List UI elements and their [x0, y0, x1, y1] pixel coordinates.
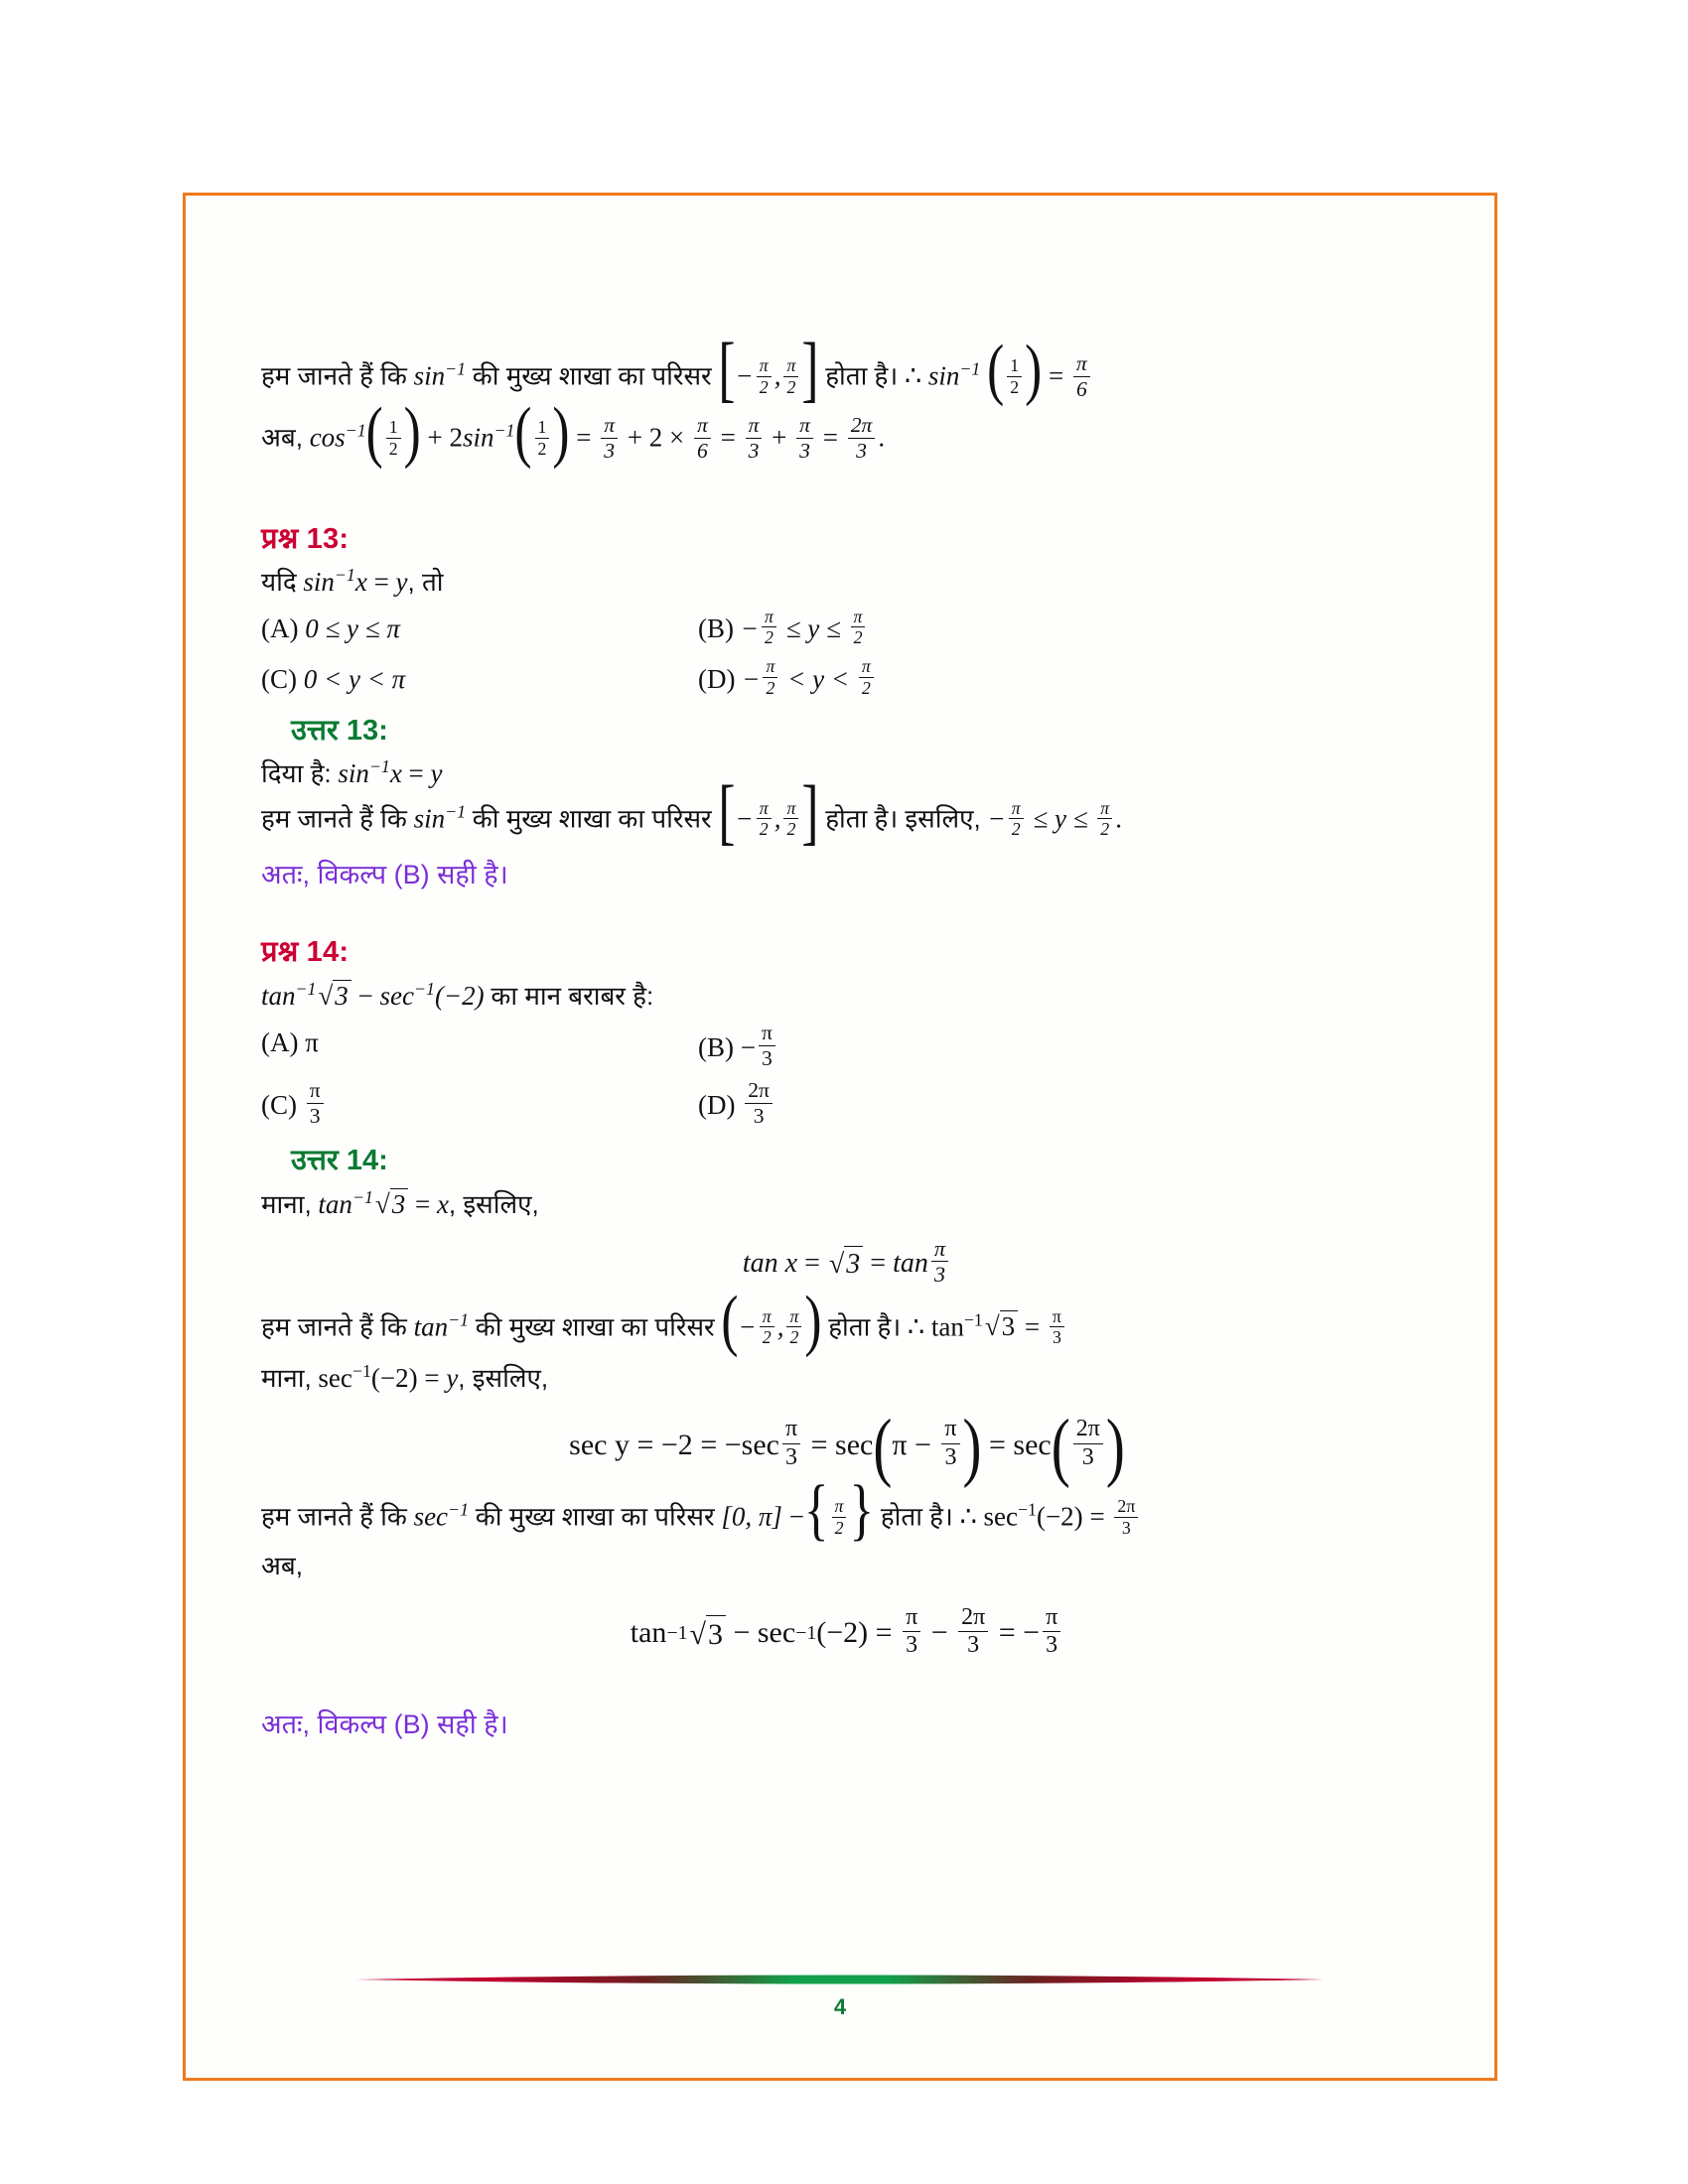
page-content — [261, 329, 1433, 1741]
intro-line-1: हम जानते हैं कि $\sin^{-1}$ की मुख्य शाखा का परिसर [− $\frac{\pi}{2}$ , $\frac{\pi}{2}$ ] होता है। ∴ $\sin^{-1}$ ( $\frac{1}{2}$ ) = $\frac{\pi}{6}$ — [261, 354, 1433, 402]
q13-option-d-den2: 2 — [861, 677, 871, 698]
intro-r1-den: 3 — [604, 439, 616, 464]
q14-option-a[interactable] — [261, 1024, 698, 1063]
interval-a-num: π — [757, 356, 772, 377]
a13-range-b-num: π — [783, 799, 798, 820]
intro-equals: = — [1048, 360, 1064, 391]
q14-option-b-sign: − — [740, 1031, 756, 1062]
q14-option-d[interactable] — [698, 1078, 1135, 1129]
answer-14-let1 — [261, 1188, 1433, 1218]
a14-range1-res-rad: 3 — [1000, 1310, 1019, 1340]
a14-range1-b-den: 2 — [789, 1327, 799, 1348]
q13-option-a-text: 0 ≤ y ≤ π — [305, 614, 400, 644]
intro-r4-den: 3 — [799, 439, 810, 464]
a13-concl-den1: 2 — [1011, 819, 1021, 840]
answer-14-heading: उत्तर 14: — [291, 1144, 388, 1176]
answer-13-given — [261, 755, 1433, 788]
a13-concl-sign: − — [987, 802, 1006, 833]
a14-final-e1: −1 — [666, 1621, 688, 1644]
q13-stem-prefix: यदि — [261, 566, 297, 597]
a14-eq2-f3: sec — [1013, 1429, 1052, 1461]
interval-a-sign: − — [735, 360, 754, 391]
sqrt-icon: √3 — [687, 1615, 725, 1652]
a14-final-arg: (−2) — [816, 1616, 869, 1650]
q13-option-d-num1: π — [763, 657, 777, 678]
q14-option-b-den: 3 — [762, 1045, 773, 1070]
a13-range-a-den: 2 — [759, 819, 769, 840]
a14-range2-res-eq: = — [1089, 1501, 1105, 1532]
q14-options-row-1 — [261, 1020, 1433, 1071]
intro-term2-den: 2 — [537, 439, 547, 460]
intro-eq3: = — [822, 422, 838, 453]
intro-plus2: + — [627, 422, 643, 453]
a13-given-func: sin — [338, 757, 369, 788]
intro-coef: 2 — [449, 422, 463, 453]
a14-range1-a-den: 2 — [762, 1327, 772, 1348]
a13-given-y: y — [430, 757, 443, 788]
a14-range1-res-func: tan — [930, 1311, 964, 1341]
a14-eq1-rad: 3 — [844, 1246, 863, 1281]
answer-14-now-label — [261, 1553, 1433, 1579]
q13-option-b-sign: − — [740, 614, 759, 644]
q13-option-d-label: (D) — [698, 663, 736, 694]
a14-range1-b-num: π — [786, 1307, 801, 1328]
a14-eq2-eq2: = — [700, 1429, 718, 1461]
a14-eq2-n1: π — [782, 1417, 800, 1443]
a14-now-label: अब, — [261, 1551, 303, 1581]
therefore-symbol: ∴ — [959, 1501, 977, 1532]
a14-range2-res-den: 3 — [1121, 1517, 1131, 1538]
a14-final-n1: π — [903, 1605, 920, 1632]
intro-line-2: अब, $\cos^{-1}$( $\frac{1}{2}$ ) + $2\sin^{-1}$( $\frac{1}{2}$ ) = $\frac{\pi}{3}$ + 2 × $\frac{\pi}{6}$ = $\frac{\pi}{3}$ + $\frac{\pi}{3}$ = $\frac{2\pi}{3}$ . — [261, 393, 886, 471]
intro-r5-den: 3 — [856, 439, 867, 464]
sqrt-icon: √3 — [316, 980, 351, 1010]
intro-eq2: = — [720, 422, 736, 453]
spacer — [261, 891, 1433, 931]
q14-stem-suffix: का मान बराबर है: — [491, 980, 654, 1011]
question-13-stem — [261, 564, 1433, 597]
answer-14-range-tan: हम जानते हैं कि $\tan^{-1}$ की मुख्य शाखा का परिसर (− $\frac{\pi}{2}$ , $\frac{\pi}{2}$ ) होता है। ∴ $\tan^{-1}√3$ = $\frac{\pi}{3}$ — [261, 1309, 1433, 1349]
q14-option-b[interactable] — [698, 1020, 1135, 1071]
q13-option-b-den2: 2 — [853, 627, 863, 648]
q13-stem-var: x — [354, 566, 367, 597]
a14-let1-var: x — [436, 1188, 449, 1219]
intro-result-arg-den: 2 — [1010, 376, 1020, 397]
a14-final-minus: − — [733, 1616, 751, 1650]
a14-range1-comma: , — [776, 1311, 784, 1341]
a13-range-suffix: होता है। इसलिए, — [825, 802, 981, 833]
a14-final-d3: 3 — [1046, 1631, 1058, 1658]
q13-option-b-mid: ≤ y ≤ — [785, 614, 841, 644]
a14-let1-eq: = — [414, 1188, 431, 1219]
a13-range-exp: −1 — [445, 800, 467, 821]
q13-stem-exp: −1 — [334, 564, 355, 585]
q13-option-b-label: (B) — [698, 614, 734, 644]
a14-eq1-func: tan — [893, 1247, 928, 1279]
a14-eq1-eq1: = — [804, 1247, 820, 1279]
a14-final-d2: 3 — [967, 1631, 980, 1658]
a14-range2-res-func: sec — [983, 1501, 1019, 1532]
a13-concl-num2: π — [1097, 799, 1112, 820]
q14-stem-arg: (−2) — [434, 980, 485, 1011]
a14-range1-res-num: π — [1050, 1307, 1064, 1328]
q14-stem-e2: −1 — [414, 978, 435, 999]
a13-concl-den2: 2 — [1100, 819, 1110, 840]
spacer — [261, 478, 1433, 518]
intro-times: × — [669, 422, 685, 453]
a14-eq2-f2: sec — [835, 1429, 874, 1461]
a14-let1-suffix: , इसलिए, — [448, 1188, 539, 1219]
a14-let2-func: sec — [318, 1363, 352, 1393]
intro-term1-num: 1 — [386, 418, 401, 439]
q13-options-row-2 — [261, 656, 1433, 699]
a14-let1-func: tan — [318, 1188, 352, 1219]
q14-stem-e1: −1 — [295, 978, 317, 999]
q13-option-a[interactable] — [261, 610, 698, 649]
intro-eq1: = — [576, 422, 592, 453]
a13-range-b-den: 2 — [786, 819, 796, 840]
a14-let2-var: y — [446, 1363, 459, 1393]
a14-let2-suffix: , इसलिए, — [458, 1363, 549, 1393]
intro-line-1-exp: −1 — [445, 358, 467, 379]
intro-line-1-prefix: हम जानते हैं कि — [261, 360, 407, 391]
a14-range1-res-eq: = — [1024, 1311, 1041, 1341]
q13-stem-suffix: , तो — [407, 566, 444, 597]
a14-eq2-d1: 3 — [785, 1443, 798, 1470]
intro-r2-num: π — [694, 414, 711, 439]
a14-range2-minus: − — [788, 1501, 804, 1532]
a14-range2-res-exp: −1 — [1018, 1499, 1037, 1520]
q14-option-c-num: π — [307, 1079, 324, 1104]
a14-eq2-neg: − — [724, 1429, 742, 1461]
q13-options-row-1 — [261, 606, 1433, 649]
intro-period: . — [878, 422, 886, 453]
page-footer — [186, 1971, 1494, 2020]
a13-range-comma: , — [774, 802, 781, 833]
a14-final-r1: 3 — [706, 1615, 726, 1652]
question-14-stem — [261, 980, 1433, 1010]
intro-term2-func: sin — [462, 422, 494, 453]
interval-comma: , — [774, 360, 781, 391]
a13-range-a-num: π — [757, 799, 772, 820]
a14-final-eq1: = — [875, 1616, 893, 1650]
a13-given-eq: = — [408, 757, 424, 788]
a14-final-n3: π — [1043, 1605, 1060, 1632]
a14-final-sub: − — [930, 1616, 948, 1650]
a13-given-exp: −1 — [368, 755, 390, 776]
intro-two: 2 — [648, 422, 663, 453]
q14-option-d-num: 2π — [745, 1079, 773, 1104]
a14-range2-interval: [0, π] — [721, 1501, 782, 1532]
question-14-heading: प्रश्न 14: — [261, 935, 350, 968]
a14-range1-a-sign: − — [738, 1311, 757, 1341]
a13-concl-period: . — [1115, 802, 1122, 833]
a14-final-eq2: = — [998, 1616, 1016, 1650]
page-number: 4 — [833, 1994, 847, 2019]
a14-range2-set-num: π — [832, 1497, 847, 1518]
q13-option-d-mid: < y < — [787, 663, 850, 694]
therefore-symbol: ∴ — [907, 1311, 925, 1341]
intro-r3-den: 3 — [748, 439, 760, 464]
a14-range1-exp: −1 — [448, 1309, 470, 1329]
a14-eq1-den: 3 — [933, 1262, 946, 1288]
a14-eq2-f1: sec — [741, 1429, 779, 1461]
a14-range1-a-num: π — [760, 1307, 774, 1328]
a13-range-prefix: हम जानते हैं कि — [261, 802, 407, 833]
intro-term2-exp: −1 — [493, 420, 515, 441]
a14-eq2-eq1: = — [636, 1429, 654, 1461]
a14-range2-prefix: हम जानते हैं कि — [261, 1501, 407, 1532]
intro-result-arg-num: 1 — [1007, 356, 1022, 377]
intro-r2-den: 6 — [697, 439, 708, 464]
a14-eq2-eq3: = — [810, 1429, 828, 1461]
q14-option-d-den: 3 — [753, 1103, 765, 1128]
intro-r4-num: π — [796, 414, 813, 439]
q13-option-d[interactable] — [698, 656, 1135, 699]
intro-term2-num: 1 — [535, 418, 550, 439]
a14-eq2-lhs: sec y — [569, 1429, 630, 1461]
q14-option-a-text: π — [305, 1027, 319, 1058]
q14-option-c-den: 3 — [309, 1103, 321, 1128]
a13-concl-mid: ≤ y ≤ — [1033, 802, 1088, 833]
a14-range1-middle: की मुख्य शाखा का परिसर — [475, 1311, 715, 1341]
a14-range2-exp: −1 — [448, 1499, 469, 1520]
intro-line-1-suffix: होता है। — [825, 360, 899, 391]
answer-13-range: हम जानते हैं कि $\sin^{-1}$ की मुख्य शाखा का परिसर [− $\frac{\pi}{2}$ , $\frac{\pi}{2}$ ] होता है। इसलिए, − $\frac{\pi}{2}$ ≤ y ≤ $\frac{\pi}{2}$ . — [261, 770, 1122, 854]
question-13-heading: प्रश्न 13: — [261, 522, 350, 555]
a14-final-e2: −1 — [795, 1621, 817, 1644]
q13-stem-y: y — [395, 566, 408, 597]
intro-r1-num: π — [601, 414, 618, 439]
therefore-symbol: ∴ — [904, 360, 922, 391]
q14-stem-f2: sec — [379, 980, 414, 1011]
q14-stem-minus: − — [357, 980, 373, 1011]
interval-b-den: 2 — [786, 376, 796, 397]
a14-final-f2: sec — [757, 1616, 796, 1650]
q13-option-d-sign: − — [742, 663, 761, 694]
intro-r5-num: 2π — [848, 414, 876, 439]
intro-term1-den: 2 — [388, 439, 398, 460]
a14-range1-func: tan — [413, 1311, 449, 1341]
intro-result-den: 6 — [1075, 376, 1087, 401]
answer-13-conclusion: अतः, विकल्प (B) सही है। — [261, 859, 508, 889]
a14-eq2-inner-minus: − — [914, 1429, 931, 1461]
a14-let1-prefix: माना, — [261, 1188, 312, 1219]
answer-14-final-equation — [261, 1605, 1433, 1661]
sqrt-icon: √3 — [983, 1310, 1018, 1340]
a14-final-sign: − — [1023, 1616, 1041, 1650]
a14-let1-rad: 3 — [390, 1188, 409, 1218]
a14-range2-suffix: होता है। — [880, 1501, 953, 1532]
a14-let2-arg: (−2) — [370, 1363, 418, 1393]
intro-line-2-lead: अब, — [261, 422, 303, 453]
q13-stem-eq: = — [373, 566, 389, 597]
a14-range2-res-arg: (−2) — [1036, 1501, 1083, 1532]
a14-final-f1: tan — [630, 1616, 667, 1650]
q13-option-d-den1: 2 — [766, 677, 775, 698]
a14-range2-set-den: 2 — [834, 1517, 844, 1538]
intro-line-1-func: sin — [413, 360, 446, 391]
a14-eq2-n2: π — [941, 1417, 959, 1443]
answer-13-heading: उत्तर 13: — [291, 714, 388, 747]
a14-eq2-v1: −2 — [660, 1429, 693, 1461]
sqrt-icon: √3 — [373, 1188, 408, 1218]
q13-option-c-label: (C) — [261, 663, 297, 694]
q14-option-c[interactable] — [261, 1078, 698, 1129]
a14-let2-eq: = — [424, 1363, 440, 1393]
a14-eq1-lhs: tan x — [742, 1247, 798, 1279]
q13-option-c-text: 0 < y < π — [303, 663, 406, 694]
q14-option-b-num: π — [759, 1022, 775, 1046]
sqrt-icon: √3 — [827, 1246, 863, 1281]
a13-range-a-sign: − — [735, 802, 754, 833]
spacer — [261, 1687, 1433, 1703]
document-page — [183, 193, 1497, 2081]
interval-b-num: π — [783, 356, 798, 377]
a14-eq2-n3: 2π — [1073, 1417, 1103, 1443]
q13-option-a-label: (A) — [261, 614, 299, 644]
footer-divider — [186, 1971, 1494, 1988]
decorative-lens-divider — [353, 1971, 1327, 1988]
a14-range1-suffix: होता है। — [828, 1311, 902, 1341]
q14-stem-r1: 3 — [333, 980, 352, 1010]
q13-option-c[interactable] — [261, 659, 698, 699]
answer-14-range-sec: हम जानते हैं कि $\sec^{-1}$ की मुख्य शाखा का परिसर [0, π] −{ $\frac{\pi}{2}$ } होता है। ∴ $\sec^{-1}(-2)$ = $\frac{2\pi}{3}$ — [261, 1499, 1433, 1539]
q14-option-b-label: (B) — [698, 1031, 734, 1062]
q14-option-a-label: (A) — [261, 1027, 299, 1058]
intro-line-1-middle: की मुख्य शाखा का परिसर — [472, 360, 712, 391]
a14-range1-res-exp: −1 — [963, 1309, 983, 1329]
q13-option-b-num1: π — [762, 608, 776, 628]
interval-a-den: 2 — [759, 376, 769, 397]
q13-stem-func: sin — [303, 566, 335, 597]
q13-option-d-num2: π — [859, 657, 874, 678]
intro-result-func: sin — [927, 360, 960, 391]
a14-final-d1: 3 — [906, 1631, 918, 1658]
q14-option-c-label: (C) — [261, 1089, 297, 1120]
answer-14-let2 — [261, 1363, 1433, 1392]
a13-given-label: दिया है: — [261, 757, 332, 788]
a14-range2-func: sec — [413, 1501, 449, 1532]
intro-r3-num: π — [746, 414, 763, 439]
a13-range-func: sin — [413, 802, 446, 833]
a14-range1-prefix: हम जानते हैं कि — [261, 1311, 407, 1341]
a14-eq1-eq2: = — [870, 1247, 887, 1279]
answer-14-conclusion: अतः, विकल्प (B) सही है। — [261, 1709, 508, 1740]
a14-range2-middle: की मुख्य शाखा का परिसर — [475, 1501, 715, 1532]
q13-option-b-num2: π — [851, 608, 866, 628]
intro-result-num: π — [1073, 352, 1090, 377]
a14-range2-res-num: 2π — [1114, 1497, 1138, 1518]
a13-given-var: x — [389, 757, 402, 788]
a14-let2-exp: −1 — [352, 1361, 371, 1381]
a13-range-middle: की मुख्य शाखा का परिसर — [472, 802, 712, 833]
a13-concl-num1: π — [1009, 799, 1024, 820]
a14-eq2-inner-pi: π — [892, 1429, 908, 1461]
a14-eq2-d3: 3 — [1081, 1443, 1094, 1470]
q14-stem-f1: tan — [261, 980, 296, 1011]
intro-plus3: + — [772, 422, 787, 453]
a14-final-n2: 2π — [958, 1605, 988, 1632]
intro-result-exp: −1 — [959, 358, 981, 379]
q13-option-b[interactable] — [698, 606, 1135, 649]
q14-options-row-2 — [261, 1078, 1433, 1129]
intro-term1-func: cos — [309, 422, 346, 453]
answer-14-equation-1 — [261, 1236, 1433, 1292]
answer-14-equation-2: sec y = −2 = − sec $\frac{\pi}{3}$ = sec ( π − $\frac{\pi}{3}$ ) = sec ( $\frac{2\pi}{3}$ ) — [569, 1404, 1125, 1489]
a14-let1-exp: −1 — [352, 1186, 373, 1207]
a14-let2-prefix: माना, — [261, 1363, 312, 1393]
a14-eq2-eq4: = — [989, 1429, 1006, 1461]
intro-plus: + — [427, 422, 443, 453]
intro-term1-exp: −1 — [345, 420, 366, 441]
a14-eq1-num: π — [931, 1237, 948, 1263]
q13-option-b-den1: 2 — [765, 627, 774, 648]
a14-eq2-d2: 3 — [944, 1443, 957, 1470]
q14-option-d-label: (D) — [698, 1089, 736, 1120]
a14-range1-res-den: 3 — [1052, 1327, 1061, 1348]
